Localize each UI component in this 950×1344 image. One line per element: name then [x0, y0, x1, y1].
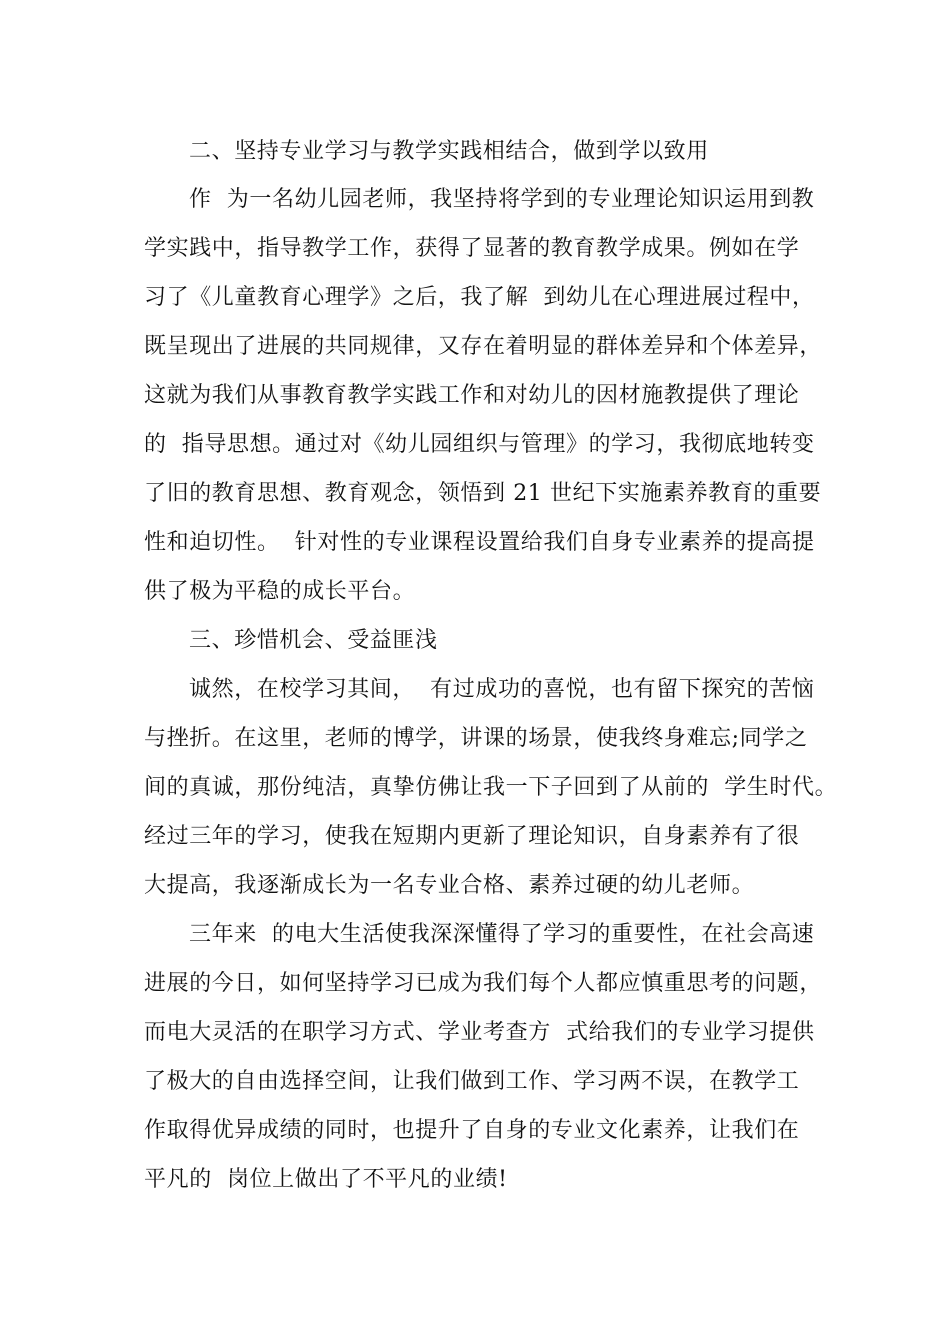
paragraph-line: 供了极为平稳的成长平台。: [144, 579, 416, 604]
paragraph-line: 作 为一名幼儿园老师，我坚持将学到的专业理论知识运用到教: [189, 187, 815, 212]
paragraph-line: 平凡的 岗位上做出了不平凡的业绩!: [144, 1167, 508, 1192]
paragraph-line: 大提高，我逐渐成长为一名专业合格、素养过硬的幼儿老师。: [144, 873, 755, 898]
paragraph-line: 性和迫切性。 针对性的专业课程设置给我们自身专业素养的提高提: [144, 530, 815, 555]
paragraph-line: 这就为我们从事教育教学实践工作和对幼儿的因材施教提供了理论: [144, 383, 800, 408]
paragraph-line: 与挫折。在这里，老师的博学，讲课的场景，使我终身难忘;同学之: [144, 726, 808, 751]
paragraph-line: 三年来 的电大生活使我深深懂得了学习的重要性，在社会高速: [189, 922, 815, 947]
paragraph-line: 的 指导思想。通过对《幼儿园组织与管理》的学习，我彻底地转变: [144, 432, 815, 457]
paragraph-line: 经过三年的学习，使我在短期内更新了理论知识，自身素养有了很: [144, 824, 800, 849]
section-heading-2: 二、坚持专业学习与教学实践相结合，做到学以致用: [189, 139, 709, 164]
paragraph-line: 了极大的自由选择空间，让我们做到工作、学习两不误，在教学工: [144, 1069, 800, 1094]
paragraph-line: 既呈现出了进展的共同规律，又存在着明显的群体差异和个体差异，: [144, 334, 823, 359]
paragraph-line: 了旧的教育思想、教育观念，领悟到 21 世纪下实施素养教育的重要: [144, 481, 822, 506]
paragraph-line: 而电大灵活的在职学习方式、学业考查方 式给我们的专业学习提供: [144, 1020, 815, 1045]
section-heading-3: 三、珍惜机会、受益匪浅: [189, 628, 438, 653]
paragraph-line: 间的真诚，那份纯洁，真挚仿佛让我一下子回到了从前的 学生时代。: [144, 775, 838, 800]
paragraph-line: 进展的今日，如何坚持学习已成为我们每个人都应慎重思考的问题，: [144, 971, 823, 996]
paragraph-line: 诚然，在校学习其间， 有过成功的喜悦，也有留下探究的苦恼: [189, 677, 815, 702]
paragraph-line: 学实践中，指导教学工作，获得了显著的教育教学成果。例如在学: [144, 236, 800, 261]
paragraph-line: 习了《儿童教育心理学》之后，我了解 到幼儿在心理进展过程中，: [144, 285, 815, 310]
paragraph-line: 作取得优异成绩的同时，也提升了自身的专业文化素养，让我们在: [144, 1118, 800, 1143]
